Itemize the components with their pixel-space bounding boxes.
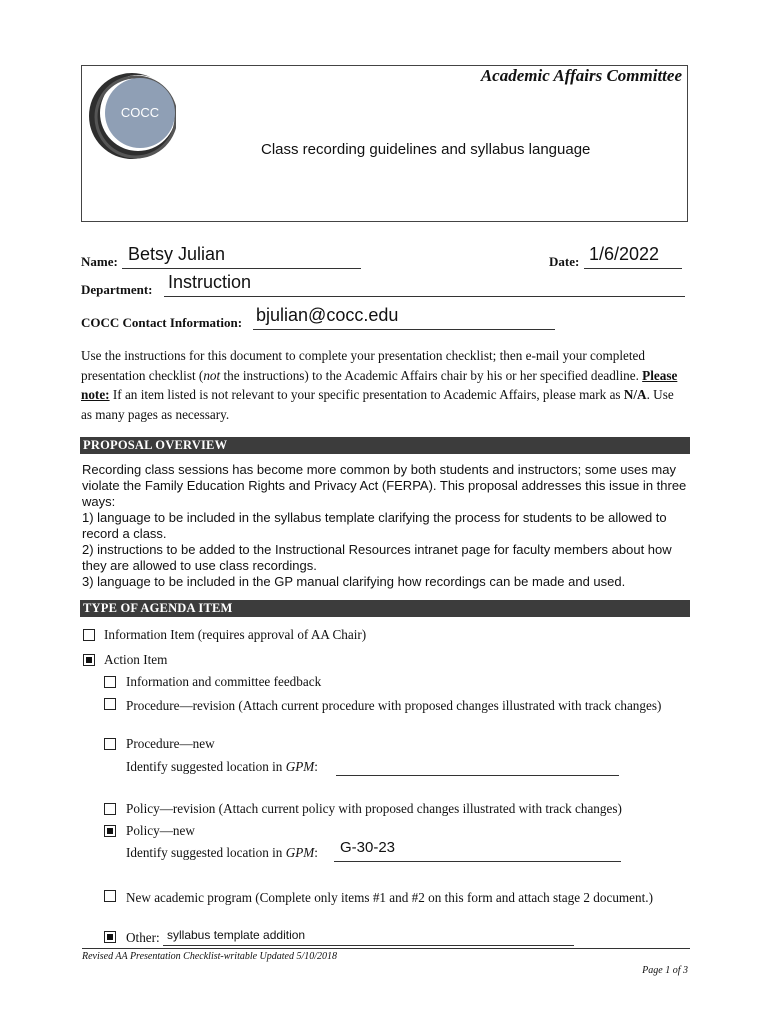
policy-revision-checkbox[interactable] — [104, 803, 116, 815]
instructions-paragraph: Use the instructions for this document to complete your presentation checklist; then e-mail your completed presentation checklist (not the instructions) to the Academic Affairs chair by his or her specified deadline. Please note: If an item listed is not relevant to your specific presentation to Academic Affairs, please mark as N/A. Use as many pages as necessary. — [81, 348, 678, 422]
policy-new-checkbox[interactable] — [104, 825, 116, 837]
new-program-label: New academic program (Complete only items #1 and #2 on this form and attach stage 2 document.) — [126, 890, 653, 905]
other-checkbox[interactable] — [104, 931, 116, 943]
action-item-checkbox[interactable] — [83, 654, 95, 666]
information-item-label: Information Item (requires approval of AA Chair) — [104, 627, 367, 642]
proposal-text[interactable] — [82, 462, 692, 590]
policy-location-label: Identify suggested location in GPM: — [126, 845, 318, 860]
policy-new-label: Policy—new — [126, 823, 195, 838]
info-feedback-checkbox[interactable] — [104, 676, 116, 688]
procedure-new-checkbox[interactable] — [104, 738, 116, 750]
department-label: Department: — [81, 282, 153, 297]
logo-text: COCC — [120, 105, 160, 120]
other-label: Other: — [126, 930, 160, 945]
policy-revision-label: Policy—revision (Attach current policy with proposed changes illustrated with track changes) — [126, 801, 622, 816]
footer-rule — [82, 948, 690, 949]
proposal-line: 2) instructions to be added to the Instructional Resources intranet page for faculty members about how they are allowed to use class recordings. — [82, 542, 672, 573]
proposal-line: Recording class sessions has become more common by both students and instructors; some uses may violate the Family Education Rights and Privacy Act (FERPA). This proposal addresses this issue in three ways: — [82, 462, 687, 509]
committee-title: Academic Affairs Committee — [480, 66, 682, 85]
agenda-type-heading: TYPE OF AGENDA ITEM — [80, 600, 690, 617]
other-value: syllabus template addition — [167, 928, 306, 942]
cocc-logo — [84, 70, 176, 162]
proposal-overview-heading: PROPOSAL OVERVIEW — [80, 437, 690, 454]
department-value: Instruction — [168, 272, 252, 292]
policy-gpm-value: G-30-23 — [340, 839, 396, 856]
information-item-checkbox[interactable] — [83, 629, 95, 641]
procedure-location-label: Identify suggested location in GPM: — [126, 759, 318, 774]
contact-label: COCC Contact Information: — [81, 315, 243, 330]
name-label: Name: — [81, 254, 118, 269]
name-value: Betsy Julian — [128, 244, 226, 264]
date-value: 1/6/2022 — [589, 244, 660, 264]
document-subtitle: Class recording guidelines and syllabus language — [261, 141, 591, 158]
proposal-line: 3) language to be included in the GP manual clarifying how recordings can be made and used. — [82, 574, 626, 589]
procedure-revision-label: Procedure—revision (Attach current procedure with proposed changes illustrated with track changes) — [126, 698, 662, 713]
date-label: Date: — [549, 254, 580, 269]
info-feedback-label: Information and committee feedback — [126, 674, 322, 689]
procedure-gpm-field[interactable] — [336, 761, 619, 776]
proposal-line: 1) language to be included in the syllabus template clarifying the process for students to be allowed to record a class. — [82, 510, 667, 541]
action-item-label: Action Item — [104, 652, 168, 667]
footer-revision-note: Revised AA Presentation Checklist-writable Updated 5/10/2018 — [82, 951, 338, 962]
contact-value: bjulian@cocc.edu — [256, 305, 399, 325]
page-number: Page 1 of 3 — [642, 965, 688, 976]
procedure-new-label: Procedure—new — [126, 736, 215, 751]
